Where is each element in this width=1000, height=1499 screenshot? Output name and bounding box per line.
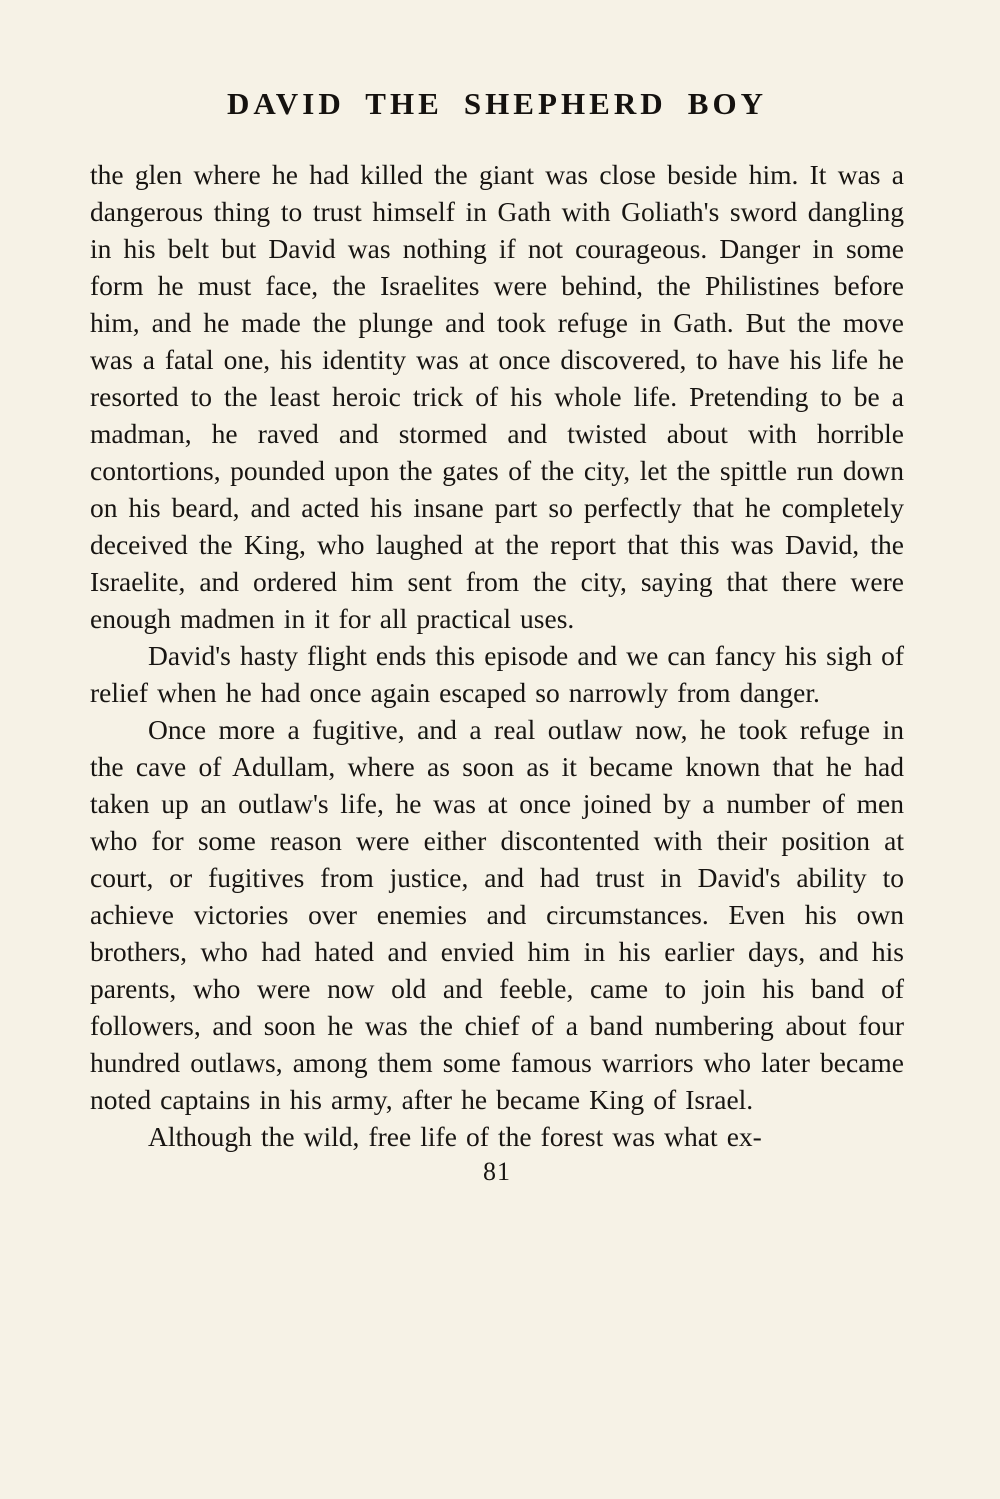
paragraph: Although the wild, free life of the forest was what ex-	[148, 1121, 762, 1152]
page-title: DAVID THE SHEPHERD BOY	[226, 86, 768, 121]
page-number: 81	[482, 1157, 512, 1186]
paragraph: David's hasty flight ends this episode and we can fancy his sigh of relief when he had once again escaped so narrowly from danger.	[90, 640, 904, 708]
paragraph: the glen where he had killed the giant was close beside him. It was a dangerous thing to trust himself in Gath with Goliath's sword dangling in his belt but David was nothing if not courageous. Danger in some form he must face, the Israelites were behind, the Philistines before him, and he made the plunge and took refuge in Gath. But the move was a fatal one, his identity was at once discovered, to have his life he resorted to the least heroic trick of his whole life. Pretending to be a madman, he raved and stormed and twisted about with horrible contortions, pounded upon the gates of the city, let the spittle run down on his beard, and acted his insane part so perfectly that he completely deceived the King, who laughed at the report that this was David, the Israelite, and ordered him sent from the city, saying that there were enough madmen in it for all practical uses.	[90, 159, 904, 634]
body-text	[90, 156, 904, 1155]
paragraph: Once more a fugitive, and a real outlaw now, he took refuge in the cave of Adullam, where as soon as it became known that he had taken up an outlaw's life, he was at once joined by a number of men who for some reason were either discontented with their position at court, or fugitives from justice, and had trust in David's ability to achieve victories over enemies and circumstances. Even his own brothers, who had hated and envied him in his earlier days, and his parents, who were now old and feeble, came to join his band of followers, and soon he was the chief of a band numbering about four hundred outlaws, among them some famous warriors who later became noted captains in his army, after he became King of Israel.	[90, 714, 904, 1115]
